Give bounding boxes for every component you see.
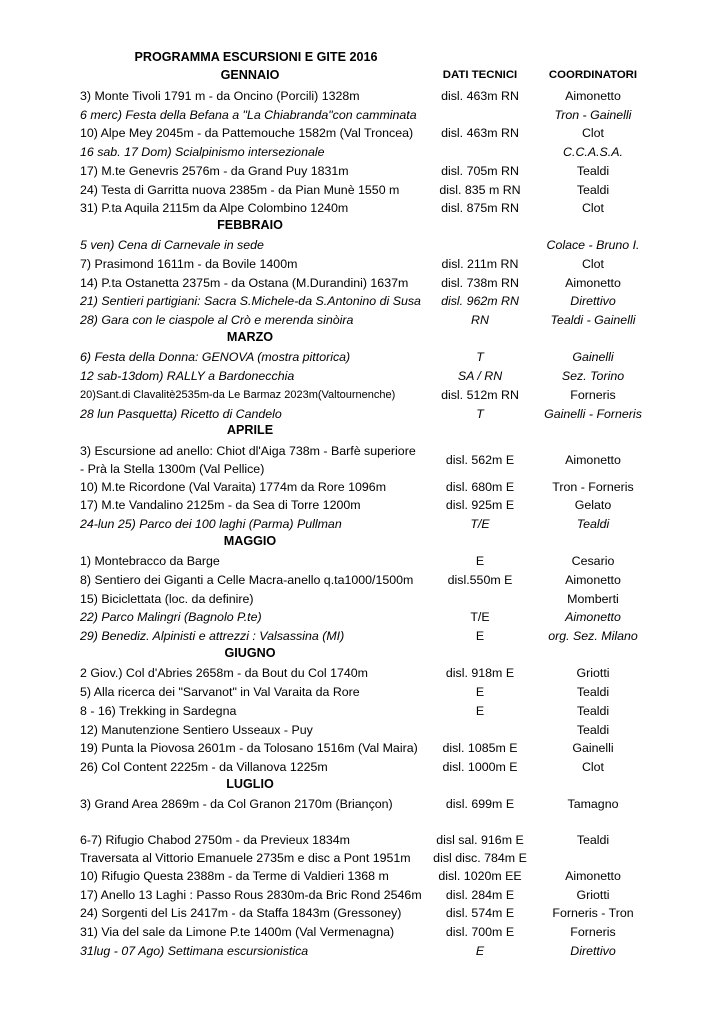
table-row — [0, 664, 725, 683]
table-row — [0, 236, 725, 255]
row-description: 12) Manutenzione Sentiero Usseaux - Puy — [80, 723, 313, 737]
row-description: 6 merc) Festa della Befana a "La Chiabranda"con camminata — [80, 108, 417, 122]
row-description: 10) M.te Ricordone (Val Varaita) 1774m da Rore 1096m — [80, 480, 387, 494]
row-technical-data: disl. 463m RN — [441, 126, 519, 140]
table-row — [0, 831, 725, 867]
row-description: 26) Col Content 2225m - da Villanova 1225m — [80, 760, 328, 774]
row-coordinator: C.C.A.S.A. — [563, 145, 623, 159]
month-heading-gennaio: GENNAIO — [220, 68, 280, 82]
row-description-continuation: Traversata al Vittorio Emanuele 2735m e disc a Pont 1951m — [80, 851, 411, 865]
table-row — [0, 292, 725, 311]
row-description-continuation: - Prà la Stella 1300m (Val Pellice) — [80, 462, 265, 476]
row-coordinator: Griotti — [576, 666, 610, 680]
row-technical-data: disl. 680m E — [445, 480, 515, 494]
row-coordinator: Clot — [581, 760, 605, 774]
row-description: 31) Via del sale da Limone P.te 1400m (Val Vermenagna) — [80, 925, 395, 939]
row-coordinator: Gelato — [574, 498, 612, 512]
row-description: 17) Anello 13 Laghi : Passo Rous 2830m-da Bric Rond 2546m — [80, 888, 422, 902]
row-coordinator: Tamagno — [567, 797, 619, 811]
row-technical-data: disl. 700m E — [445, 925, 515, 939]
row-technical-data: disl. 463m RN — [441, 89, 519, 103]
row-description: 5) Alla ricerca dei "Sarvanot" in Val Varaita da Rore — [80, 685, 360, 699]
row-description: 3) Monte Tivoli 1791 m - da Oncino (Porcili) 1328m — [80, 89, 360, 103]
month-heading-marzo: MARZO — [226, 330, 274, 344]
table-row — [0, 496, 725, 515]
row-description: 19) Punta la Piovosa 2601m - da Tolosano 1516m (Val Maira) — [80, 741, 418, 755]
table-row — [0, 311, 725, 330]
month-heading-aprile: APRILE — [226, 423, 274, 437]
row-technical-data: E — [475, 554, 485, 568]
row-coordinator: Sez. Torino — [561, 369, 625, 383]
row-description: 1) Montebracco da Barge — [80, 554, 220, 568]
row-coordinator: Aimonetto — [565, 276, 621, 290]
row-coordinator: Forneris — [570, 388, 616, 402]
row-coordinator: Gainelli — [572, 741, 614, 755]
row-technical-data: T — [476, 407, 484, 421]
row-technical-data: disl. 918m E — [445, 666, 515, 680]
table-row — [0, 255, 725, 274]
row-technical-data: T/E — [470, 517, 490, 531]
row-coordinator: Tealdi — [576, 183, 610, 197]
row-technical-data: disl. 699m E — [445, 797, 515, 811]
row-technical-data: disl. 284m E — [445, 888, 515, 902]
row-coordinator: Tealdi — [576, 704, 610, 718]
row-technical-data: disl.550m E — [447, 573, 513, 587]
row-description: 20)Sant.di Clavalitè2535m-da Le Barmaz 2023m(Valtournenche) — [80, 389, 396, 401]
row-technical-data: E — [475, 629, 485, 643]
row-coordinator: Tron - Forneris — [552, 480, 634, 494]
row-coordinator: Forneris - Tron — [552, 906, 634, 920]
table-row — [0, 405, 725, 424]
row-description: 15) Biciclettata (loc. da definire) — [80, 592, 254, 606]
table-row — [0, 442, 725, 480]
table-row — [0, 181, 725, 200]
row-technical-data: disl. 211m RN — [441, 257, 519, 271]
row-description: 17) M.te Genevris 2576m - da Grand Puy 1831m — [80, 164, 349, 178]
month-heading-febbraio: FEBBRAIO — [217, 218, 283, 232]
row-description: 22) Parco Malingri (Bagnolo P.te) — [80, 610, 262, 624]
header-coordinatori: COORDINATORI — [548, 69, 638, 81]
table-row — [0, 702, 725, 721]
row-technical-data: disl. 512m RN — [441, 388, 519, 402]
table-row — [0, 608, 725, 627]
row-description: 29) Benediz. Alpinisti e attrezzi : Valsassina (MI) — [80, 629, 345, 643]
month-heading-luglio: LUGLIO — [226, 777, 274, 791]
row-technical-data: T/E — [470, 610, 490, 624]
row-coordinator: Clot — [581, 126, 605, 140]
row-coordinator: Gainelli - Forneris — [544, 407, 642, 421]
table-row — [0, 87, 725, 106]
row-coordinator: Aimonetto — [565, 869, 621, 883]
table-row — [0, 683, 725, 702]
table-row — [0, 923, 725, 942]
row-technical-data-continuation: disl disc. 784m E — [433, 851, 527, 865]
table-row — [0, 386, 725, 405]
row-technical-data: E — [475, 944, 485, 958]
row-technical-data: disl. 1085m E — [442, 741, 518, 755]
month-heading-giugno: GIUGNO — [224, 646, 276, 660]
table-row — [0, 721, 725, 740]
row-description: 16 sab. 17 Dom) Scialpinismo intersezionale — [80, 145, 325, 159]
row-coordinator: Tealdi - Gainelli — [550, 313, 636, 327]
table-row — [0, 367, 725, 386]
row-coordinator: Aimonetto — [565, 610, 621, 624]
table-row — [0, 106, 725, 125]
row-description: 31) P.ta Aquila 2115m da Alpe Colombino 1240m — [80, 201, 349, 215]
row-description: 21) Sentieri partigiani: Sacra S.Michele-da S.Antonino di Susa — [80, 294, 421, 308]
row-technical-data: T — [476, 350, 484, 364]
row-technical-data: SA / RN — [457, 369, 503, 383]
row-description: 8) Sentiero dei Giganti a Celle Macra-anello q.ta1000/1500m — [80, 573, 414, 587]
table-row — [0, 274, 725, 293]
row-coordinator: Aimonetto — [565, 89, 621, 103]
row-technical-data: E — [475, 685, 485, 699]
table-row — [0, 571, 725, 590]
row-description: 3) Escursione ad anello: Chiot dl'Aiga 738m - Barfè superiore — [80, 444, 416, 458]
row-description: 14) P.ta Ostanetta 2375m - da Ostana (M.Durandini) 1637m — [80, 276, 409, 290]
table-row — [0, 627, 725, 646]
row-coordinator: Gainelli — [572, 350, 614, 364]
row-description: 5 ven) Cena di Carnevale in sede — [80, 238, 264, 252]
table-row — [0, 348, 725, 367]
row-description: 12 sab-13dom) RALLY a Bardonecchia — [80, 369, 295, 383]
row-description: 24) Testa di Garritta nuova 2385m - da Pian Munè 1550 m — [80, 183, 400, 197]
table-row — [0, 199, 725, 218]
table-row — [0, 867, 725, 886]
table-row — [0, 515, 725, 534]
table-row — [0, 552, 725, 571]
page-title: PROGRAMMA ESCURSIONI E GITE 2016 — [134, 50, 378, 64]
row-coordinator: Tron - Gainelli — [554, 108, 632, 122]
table-row — [0, 162, 725, 181]
table-row — [0, 478, 725, 497]
row-technical-data: disl. 738m RN — [441, 276, 519, 290]
row-coordinator: org. Sez. Milano — [548, 629, 638, 643]
row-technical-data: disl. 574m E — [445, 906, 515, 920]
header-dati-tecnici: DATI TECNICI — [442, 69, 518, 81]
row-technical-data: disl. 962m RN — [441, 294, 519, 308]
row-coordinator: Clot — [581, 201, 605, 215]
row-description: 24-lun 25) Parco dei 100 laghi (Parma) Pullman — [80, 517, 342, 531]
row-technical-data: disl. 1000m E — [442, 760, 518, 774]
row-description: 2 Giov.) Col d'Abries 2658m - da Bout du Col 1740m — [80, 666, 368, 680]
table-row — [0, 739, 725, 758]
row-coordinator: Direttivo — [570, 944, 616, 958]
row-technical-data: RN — [471, 313, 489, 327]
row-description: 17) M.te Vandalino 2125m - da Sea di Torre 1200m — [80, 498, 361, 512]
table-row — [0, 942, 725, 961]
row-description: 6) Festa della Donna: GENOVA (mostra pittorica) — [80, 350, 351, 364]
row-coordinator: Colace - Bruno I. — [546, 238, 640, 252]
row-technical-data: disl. 1020m EE — [438, 869, 522, 883]
table-row — [0, 795, 725, 814]
row-technical-data: E — [475, 704, 485, 718]
table-row — [0, 758, 725, 777]
row-coordinator: Tealdi — [576, 517, 610, 531]
row-coordinator: Griotti — [576, 888, 610, 902]
row-description: 6-7) Rifugio Chabod 2750m - da Previeux 1834m — [80, 833, 350, 847]
row-description: 31lug - 07 Ago) Settimana escursionistica — [80, 944, 309, 958]
row-description: 10) Rifugio Questa 2388m - da Terme di Valdieri 1368 m — [80, 869, 389, 883]
row-coordinator: Aimonetto — [565, 453, 621, 467]
row-coordinator: Tealdi — [576, 833, 610, 847]
row-coordinator: Tealdi — [576, 723, 610, 737]
row-technical-data: disl sal. 916m E — [436, 833, 524, 847]
row-technical-data: disl. 835 m RN — [439, 183, 521, 197]
table-row — [0, 590, 725, 609]
row-coordinator: Clot — [581, 257, 605, 271]
row-technical-data: disl. 562m E — [445, 453, 515, 467]
row-coordinator: Forneris — [570, 925, 616, 939]
month-heading-maggio: MAGGIO — [223, 534, 277, 548]
table-row — [0, 143, 725, 162]
row-description: 10) Alpe Mey 2045m - da Pattemouche 1582m (Val Troncea) — [80, 126, 414, 140]
row-description: 8 - 16) Trekking in Sardegna — [80, 704, 237, 718]
table-row — [0, 904, 725, 923]
row-technical-data: disl. 875m RN — [441, 201, 519, 215]
row-coordinator: Tealdi — [576, 164, 610, 178]
row-description: 3) Grand Area 2869m - da Col Granon 2170m (Briançon) — [80, 797, 393, 811]
row-coordinator: Aimonetto — [565, 573, 621, 587]
row-description: 24) Sorgenti del Lis 2417m - da Staffa 1843m (Gressoney) — [80, 906, 402, 920]
row-coordinator: Cesario — [571, 554, 615, 568]
row-technical-data: disl. 925m E — [445, 498, 515, 512]
row-description: 28 lun Pasquetta) Ricetto di Candelo — [80, 407, 282, 421]
row-coordinator: Direttivo — [570, 294, 616, 308]
row-coordinator: Tealdi — [576, 685, 610, 699]
table-row — [0, 124, 725, 143]
row-technical-data: disl. 705m RN — [441, 164, 519, 178]
table-row — [0, 886, 725, 905]
row-description: 28) Gara con le ciaspole al Crò e merenda sinòira — [80, 313, 354, 327]
row-coordinator: Momberti — [567, 592, 619, 606]
row-description: 7) Prasimond 1611m - da Bovile 1400m — [80, 257, 298, 271]
